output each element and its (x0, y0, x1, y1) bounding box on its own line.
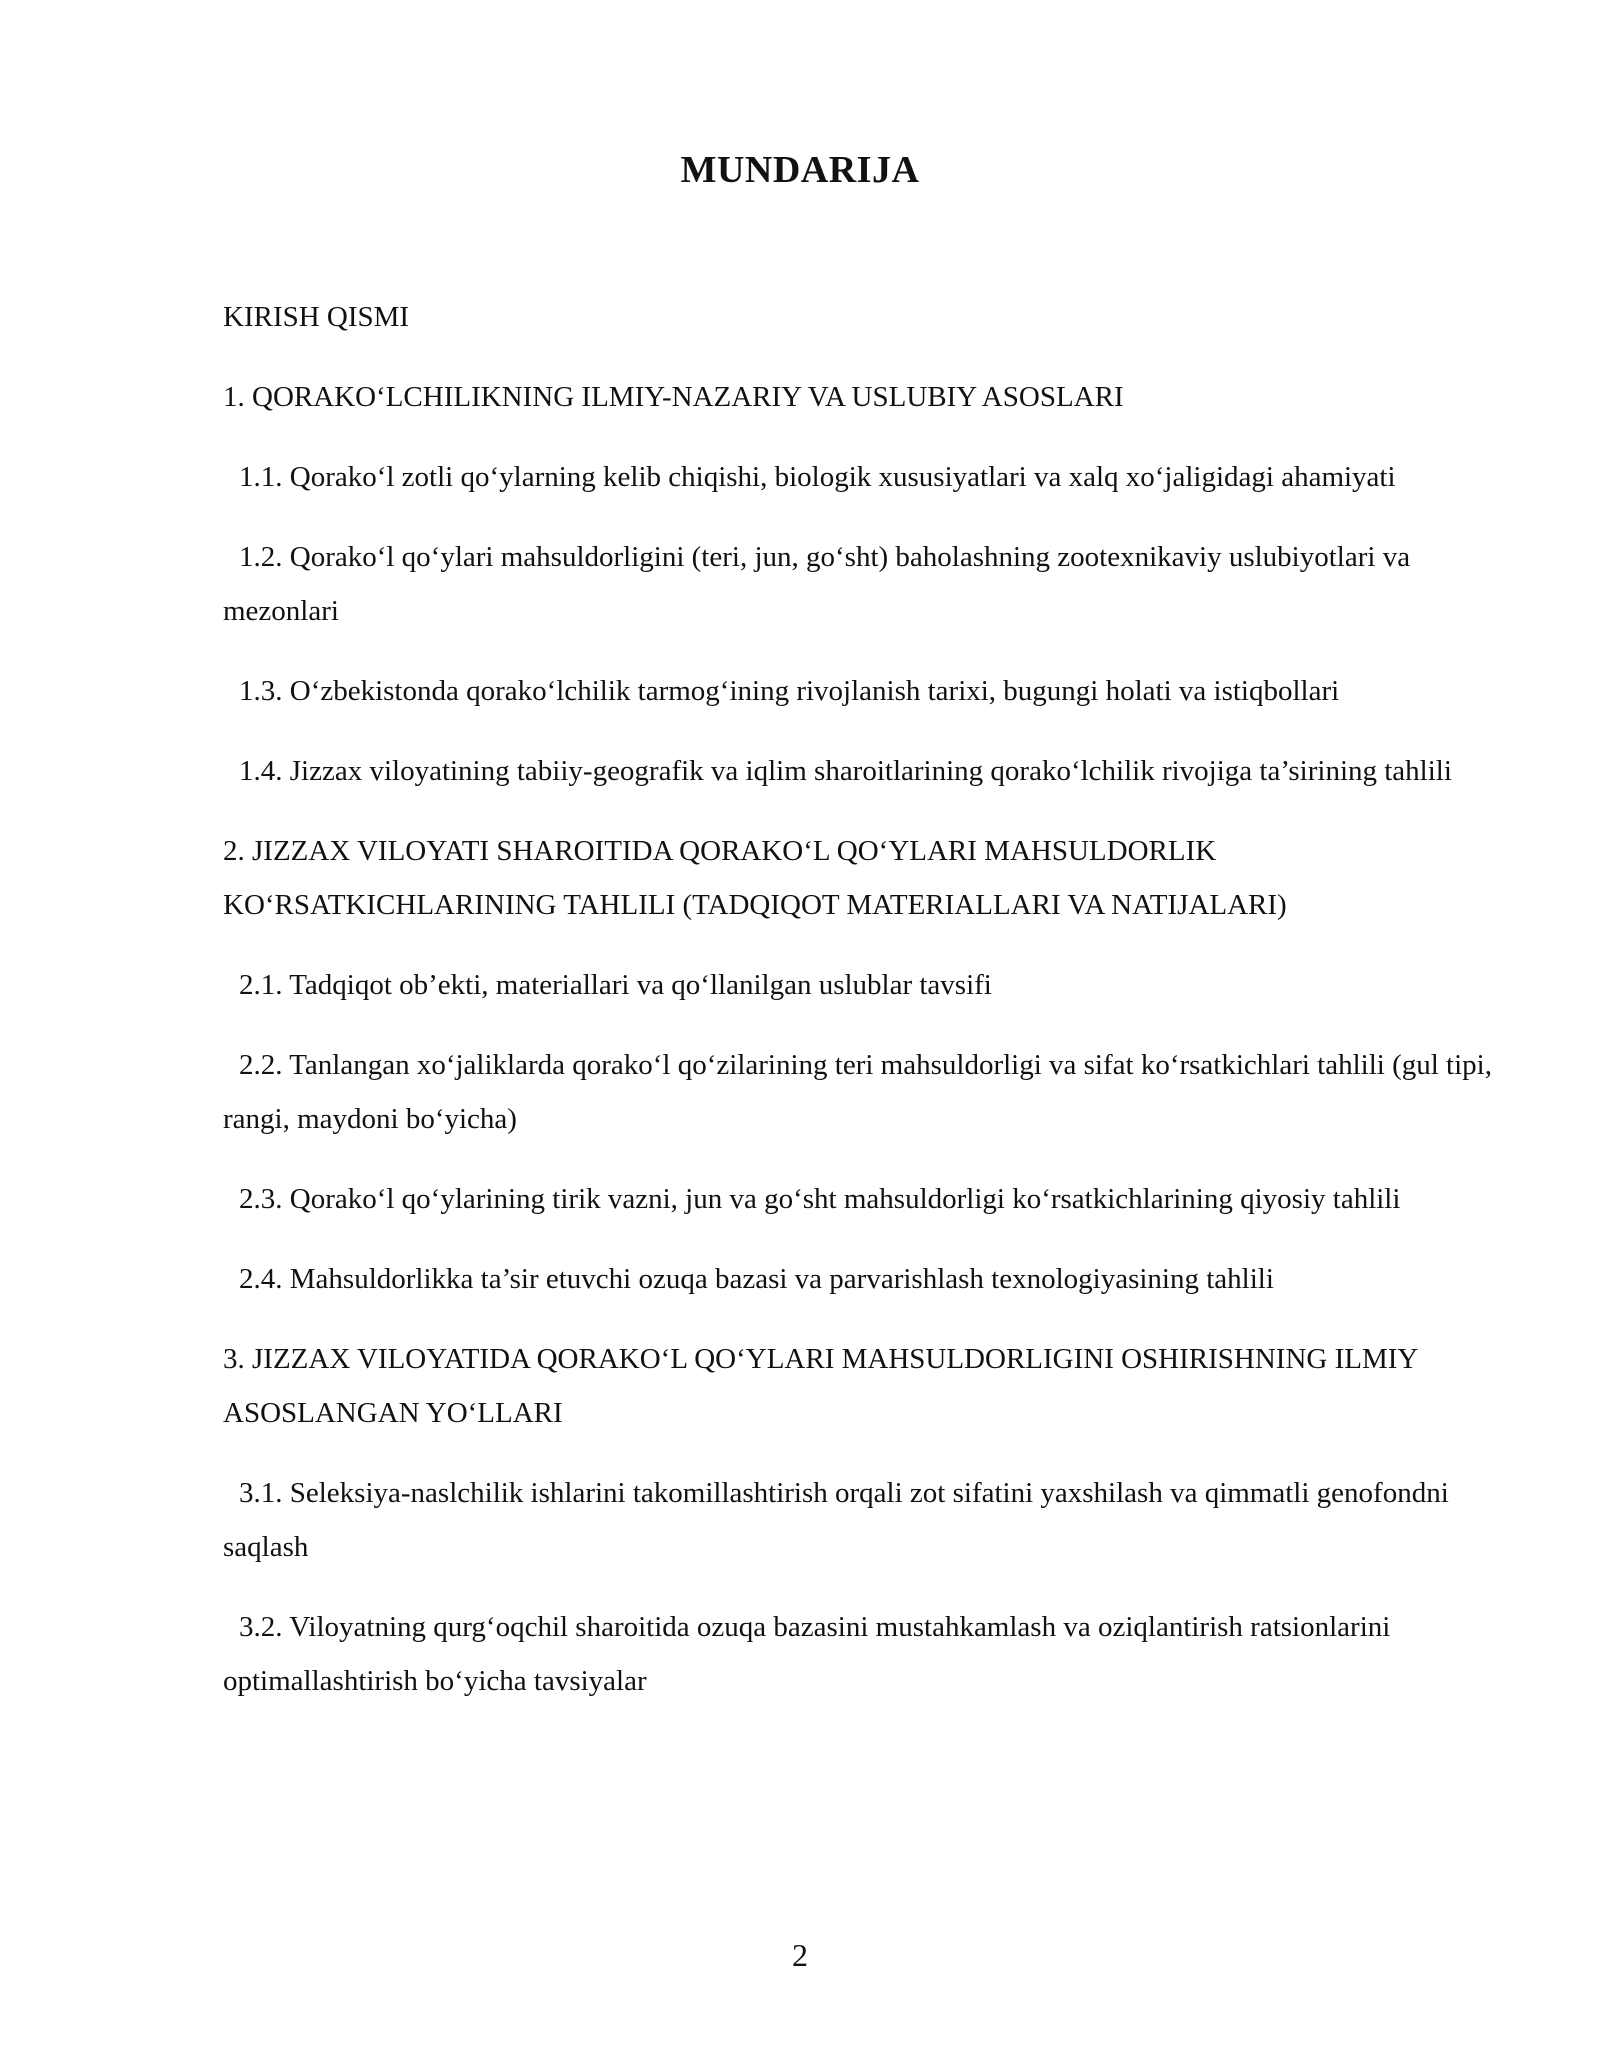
toc-section-2-2: 2.2. Tanlangan xoʻjaliklarda qorakoʻl qoʻzilarining teri mahsuldorligi va sifat koʻrsatkichlari tahlili (gul tipi, rangi, maydoni boʻyicha) (223, 1049, 1492, 1135)
toc-chapter-1: 1. QORAKOʻLCHILIKNING ILMIY-NAZARIY VA USLUBIY ASOSLARI (223, 381, 1124, 413)
toc-section-1-1: 1.1. Qorakoʻl zotli qoʻylarning kelib chiqishi, biologik xususiyatlari va xalq xoʻjaligidagi ahamiyati (239, 461, 1396, 493)
toc-section-3-1: 3.1. Seleksiya-naslchilik ishlarini takomillashtirish orqali zot sifatini yaxshilash va qimmatli genofondni saqlash (223, 1477, 1449, 1563)
toc-chapter-3: 3. JIZZAX VILOYATIDA QORAKOʻL QOʻYLARI MAHSULDORLIGINI OSHIRISHNING ILMIY ASOSLANGAN YOʻLLARI (223, 1343, 1418, 1429)
toc-section-2-1: 2.1. Tadqiqot ob’ekti, materiallari va qoʻllanilgan uslublar tavsifi (239, 969, 992, 1001)
toc-section-2-3: 2.3. Qorakoʻl qoʻylarining tirik vazni, jun va goʻsht mahsuldorligi koʻrsatkichlarining qiyosiy tahlili (239, 1183, 1401, 1215)
table-of-contents (223, 290, 1495, 1734)
toc-section-1-4: 1.4. Jizzax viloyatining tabiiy-geografik va iqlim sharoitlarining qorakoʻlchilik rivojiga ta’sirining tahlili (239, 755, 1452, 787)
toc-chapter-2: 2. JIZZAX VILOYATI SHAROITIDA QORAKOʻL QOʻYLARI MAHSULDORLIK KOʻRSATKICHLARINING TAHLILI (TADQIQOT MATERIALLARI VA NATIJALARI) (223, 835, 1287, 921)
page-title: MUNDARIJA (680, 149, 920, 191)
toc-section-1-3: 1.3. Oʻzbekistonda qorakoʻlchilik tarmogʻining rivojlanish tarixi, bugungi holati va istiqbollari (239, 675, 1340, 707)
page-number: 2 (792, 1937, 808, 1973)
toc-entry-introduction: KIRISH QISMI (223, 301, 410, 333)
toc-section-2-4: 2.4. Mahsuldorlikka ta’sir etuvchi ozuqa bazasi va parvarishlash texnologiyasining tahlili (239, 1263, 1274, 1295)
toc-section-3-2: 3.2. Viloyatning qurgʻoqchil sharoitida ozuqa bazasini mustahkamlash va oziqlantirish ratsionlarini optimallashtirish boʻyicha tavsiyalar (223, 1611, 1391, 1697)
toc-section-1-2: 1.2. Qorakoʻl qoʻylari mahsuldorligini (teri, jun, goʻsht) baholashning zootexnikaviy uslubiyotlari va mezonlari (223, 541, 1411, 627)
